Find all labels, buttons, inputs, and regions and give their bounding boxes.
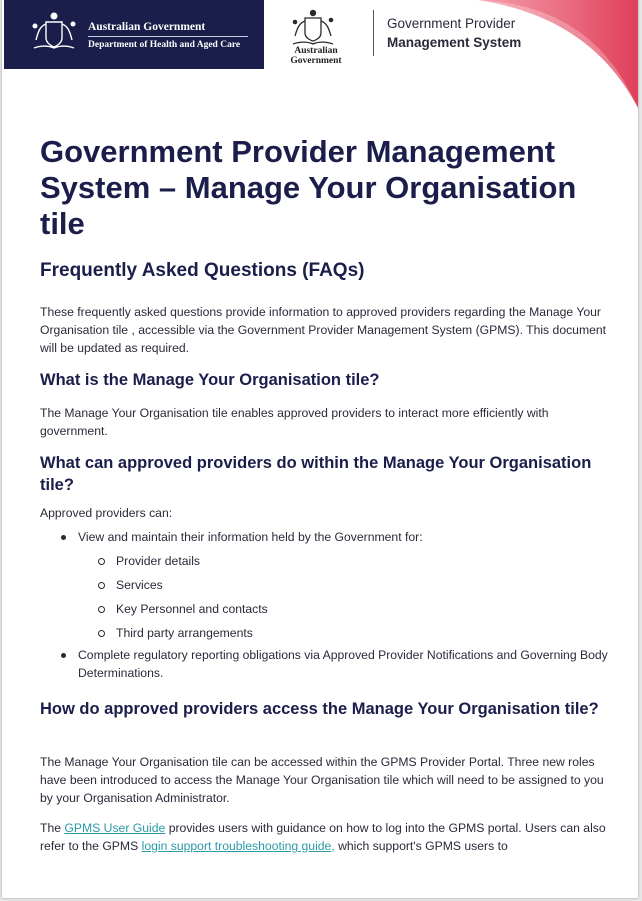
coat-of-arms-icon	[28, 10, 80, 54]
question-heading-3: How do approved providers access the Manage Your Organisation tile?	[40, 700, 599, 718]
sub-list-item: Key Personnel and contacts	[78, 600, 610, 618]
sub-list-item: Services	[78, 576, 610, 594]
answer-lead-2: Approved providers can:	[40, 506, 173, 520]
sub-list-item: Provider details	[78, 552, 610, 570]
list-item-text: View and maintain their information held by the Government for:	[78, 530, 423, 544]
answer-paragraph-3: The Manage Your Organisation tile can be accessed within the GPMS Provider Portal. Three new roles have been introduced to access the Manage Your Organisation tile which will need to be assigned to you by your Organisation Administrator.	[40, 755, 604, 805]
document-page	[2, 0, 638, 898]
sub-list-item: Third party arrangements	[78, 624, 610, 642]
document-title: Government Provider Management System – Manage Your Organisation tile	[40, 134, 577, 241]
system-name-line2: Management System	[387, 35, 522, 50]
list-item	[40, 528, 610, 642]
question-heading-1: What is the Manage Your Organisation tile?	[40, 371, 380, 389]
department-banner	[4, 0, 264, 69]
system-name	[387, 14, 521, 52]
gpms-user-guide-link[interactable]: GPMS User Guide	[64, 821, 166, 835]
header-separator	[373, 10, 374, 56]
australian-government-crest-icon	[288, 8, 338, 48]
paragraph-text: provides users with guidance on how to log into the GPMS portal. Users can also refer to the GPMS	[40, 821, 606, 853]
system-name-line1: Government Provider	[387, 16, 516, 31]
department-name-label: Department of Health and Aged Care	[88, 40, 241, 50]
crest-caption: Australian Government	[290, 46, 342, 66]
list-item-text: Complete regulatory reporting obligations via Approved Provider Notifications and Governing Body Determinations.	[78, 648, 608, 680]
sub-list	[78, 552, 610, 642]
login-troubleshooting-guide-link[interactable]: login support troubleshooting guide,	[141, 839, 335, 853]
capabilities-list	[40, 528, 610, 682]
paragraph-text: which support's GPMS users to	[334, 839, 508, 853]
paragraph-text: The	[40, 821, 65, 835]
user-guide-paragraph	[40, 819, 610, 855]
list-item	[40, 646, 610, 682]
department-divider	[88, 36, 248, 37]
intro-paragraph: These frequently asked questions provide information to approved providers regarding the Manage Your Organisation tile , accessible via the Government Provider Management System (GPMS). This document will be updated as required.	[40, 305, 607, 355]
department-government-label: Australian Government	[88, 21, 206, 33]
answer-paragraph-1: The Manage Your Organisation tile enables approved providers to interact more efficiently with government.	[40, 406, 549, 438]
document-subtitle: Frequently Asked Questions (FAQs)	[40, 260, 365, 281]
question-heading-2: What can approved providers do within the Manage Your Organisation tile?	[40, 454, 592, 494]
